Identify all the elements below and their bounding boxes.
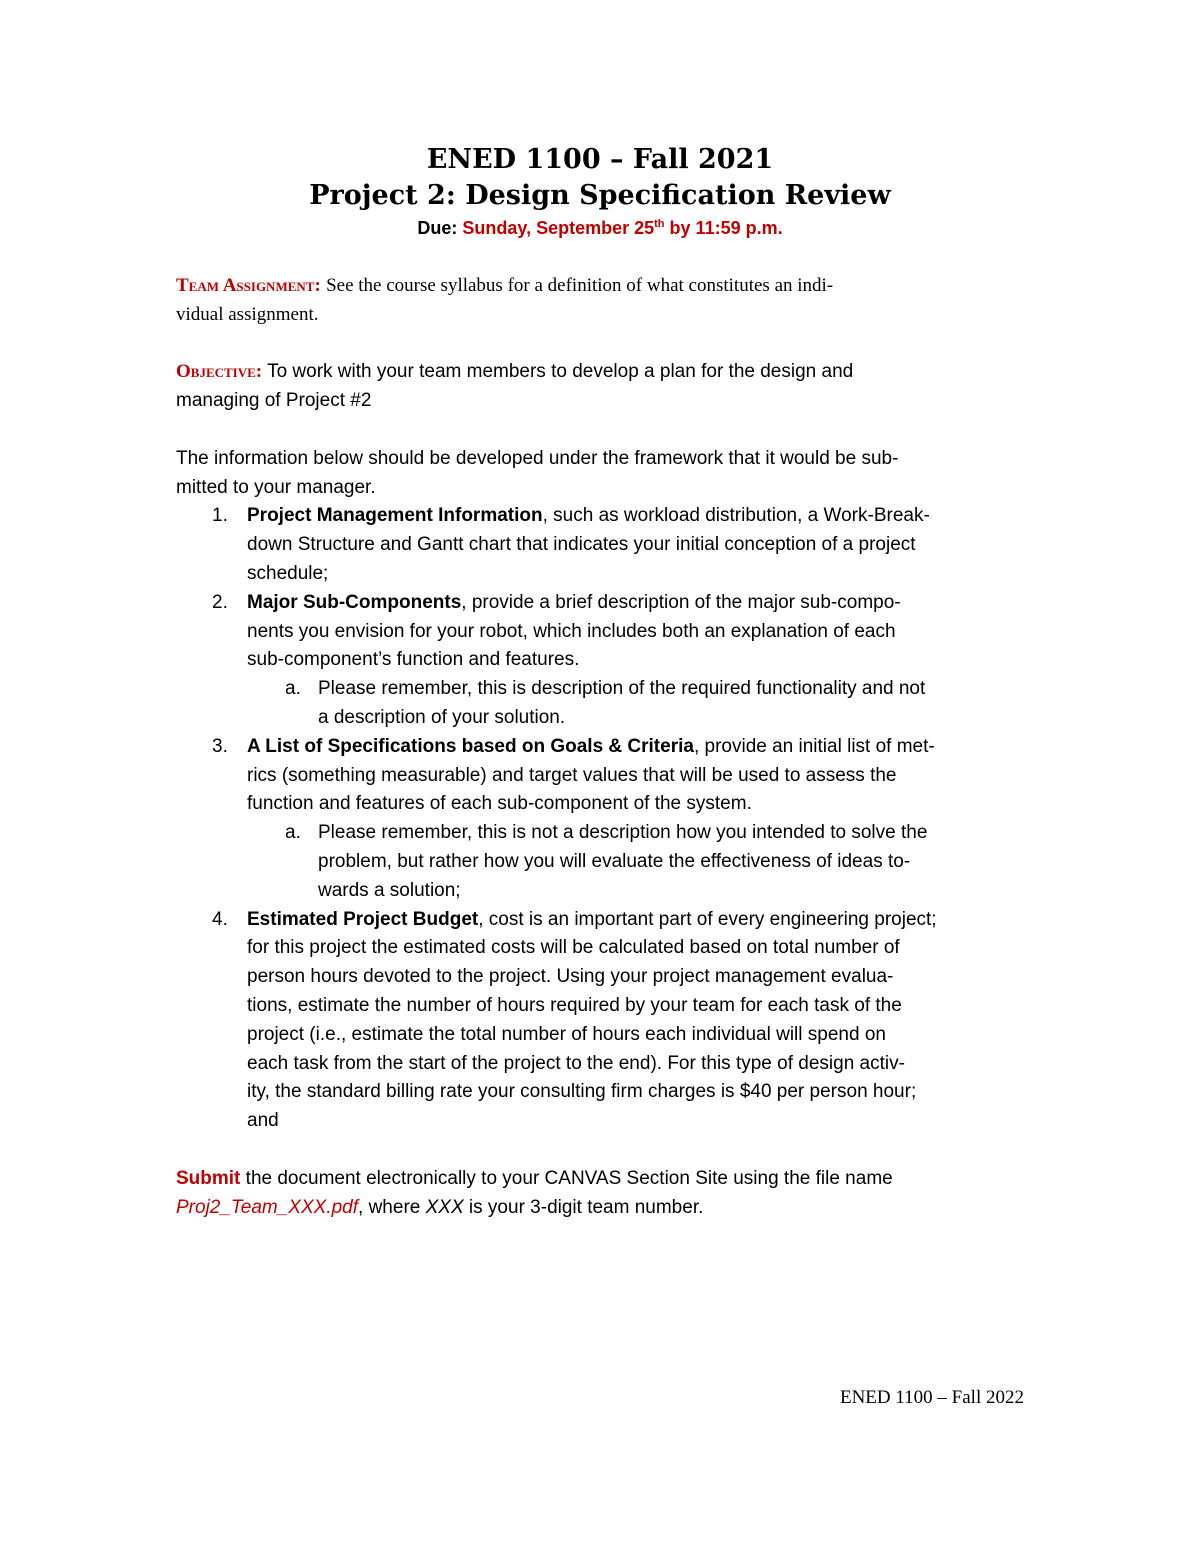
sub-list-letter: a. (285, 822, 301, 844)
due-line (0, 214, 1200, 242)
requirements-list (176, 502, 1026, 1136)
list-number: 2. (212, 591, 228, 613)
item-text: down Structure and Gantt chart that indicates your initial conception of a project (247, 534, 916, 556)
document-header (0, 142, 1200, 242)
item-heading: A List of Specifications based on Goals & Criteria (247, 735, 694, 757)
intro-text-1: The information below should be developed under the framework that it would be sub- (176, 447, 899, 469)
item-text: tions, estimate the number of hours required by your team for each task of the (247, 994, 902, 1016)
intro-text-2: mitted to your manager. (176, 476, 376, 498)
document-body (176, 272, 1026, 1222)
list-item (176, 502, 1026, 588)
item-text: , cost is an important part of every engineering project; (478, 908, 937, 930)
item-text: sub-component’s function and features. (247, 649, 580, 671)
submit-text-2: , where (358, 1196, 426, 1218)
item-text: , such as workload distribution, a Work-Break- (542, 505, 930, 527)
submit-text: the document electronically to your CANVAS Section Site using the file name (245, 1167, 893, 1189)
project-title: Project 2: Design Specification Review (309, 180, 891, 211)
list-item (176, 906, 1026, 1136)
item-text: ity, the standard billing rate your consulting firm charges is $40 per person hour; (247, 1081, 917, 1103)
item-text: , provide an initial list of met- (693, 735, 935, 757)
item-text: project (i.e., estimate the total number of hours each individual will spend on (247, 1023, 886, 1045)
item-text: rics (something measurable) and target values that will be used to assess the (247, 764, 897, 786)
sub-item-text: Please remember, this is description of the required functionality and not (318, 678, 926, 700)
team-assignment-label: Team Assignment: (176, 275, 321, 296)
list-item (176, 733, 1026, 906)
course-title: ENED 1100 – Fall 2021 (426, 144, 774, 175)
item-heading: Project Management Information (247, 505, 543, 527)
due-label: Due: (417, 218, 458, 238)
due-time: by 11:59 p.m. (669, 218, 783, 238)
due-date-text: Sunday, September 25 (462, 218, 655, 238)
due-date (462, 218, 782, 238)
submit-label: Submit (176, 1167, 241, 1189)
item-text: nents you envision for your robot, which includes both an explanation of each (247, 620, 896, 642)
team-assignment-text-1: See the course syllabus for a definition of what constitutes an indi- (326, 275, 834, 296)
sub-list-letter: a. (285, 678, 301, 700)
sub-list (247, 819, 1026, 905)
list-number: 3. (212, 735, 228, 757)
submit-xxx: XXX (425, 1196, 464, 1218)
sub-item-text: problem, but rather how you will evaluate the effectiveness of ideas to- (318, 850, 911, 872)
submit-instructions (176, 1165, 1026, 1223)
item-text: for this project the estimated costs will be calculated based on total number of (247, 937, 900, 959)
item-text: each task from the start of the project to the end). For this type of design activ- (247, 1052, 905, 1074)
list-number: 4. (212, 908, 228, 930)
item-text: and (247, 1110, 279, 1132)
sub-item-text: Please remember, this is not a description how you intended to solve the (318, 822, 928, 844)
item-text: schedule; (247, 562, 329, 584)
objective-text-1: To work with your team members to develop a plan for the design and (267, 361, 854, 383)
item-heading: Major Sub-Components (247, 591, 462, 613)
objective-text-2: managing of Project #2 (176, 390, 372, 412)
team-assignment-text-2: vidual assignment. (176, 303, 319, 325)
item-text: person hours devoted to the project. Using your project management evalua- (247, 966, 894, 988)
sub-item-text: wards a solution; (318, 879, 461, 901)
item-text: function and features of each sub-component of the system. (247, 793, 752, 815)
due-date-suffix: th (654, 218, 665, 230)
list-number: 1. (212, 505, 228, 527)
item-heading: Estimated Project Budget (247, 908, 479, 930)
list-item (176, 589, 1026, 733)
objective-section (176, 358, 1026, 416)
sub-list-item (247, 819, 1026, 905)
objective-label: Objective: (176, 361, 263, 383)
submit-filename: Proj2_Team_XXX.pdf (176, 1196, 359, 1218)
submit-text-3: is your 3-digit team number. (463, 1196, 704, 1218)
item-text: , provide a brief description of the major sub-compo- (461, 591, 901, 613)
page-footer: ENED 1100 – Fall 2022 (839, 1387, 1024, 1408)
intro-paragraph (176, 445, 1026, 503)
sub-list-item (247, 675, 1026, 733)
sub-list (247, 675, 1026, 733)
team-assignment-section (176, 272, 1026, 330)
sub-item-text: a description of your solution. (318, 706, 566, 728)
